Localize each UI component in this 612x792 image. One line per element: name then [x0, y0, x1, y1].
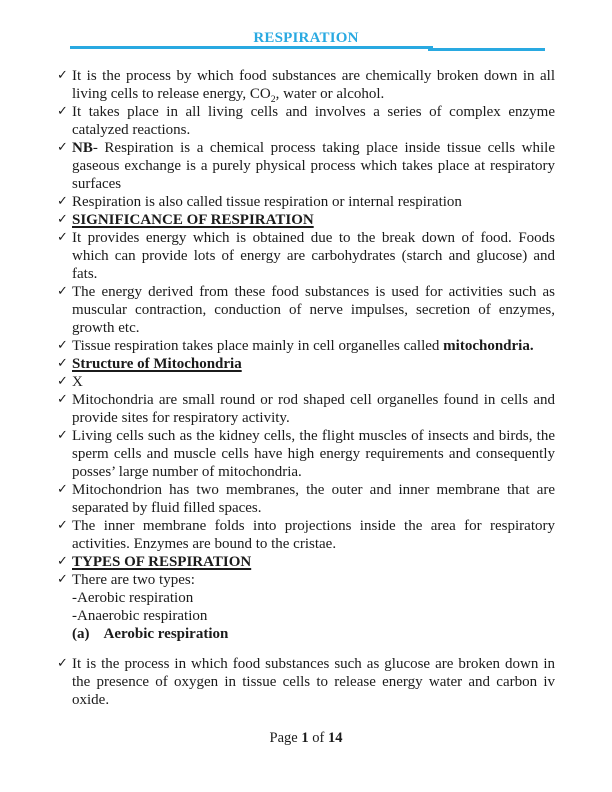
list-item: [57, 283, 555, 337]
title-underline-segment-2: [428, 48, 545, 51]
check-icon: ✓: [57, 284, 68, 299]
check-icon: ✓: [57, 230, 68, 245]
item-text: It is the process in which food substances such as glucose are broken down in the presence of oxygen in tissue cells to release energy water and carbon iv oxide.: [72, 656, 555, 708]
item-text: There are two types:: [72, 572, 195, 588]
check-icon: ✓: [57, 518, 68, 533]
list-item: [57, 517, 555, 553]
section-heading: [57, 355, 555, 373]
check-icon: ✓: [57, 338, 68, 353]
item-text: Mitochondrion has two membranes, the outer and inner membrane that are separated by fluid filled spaces.: [72, 482, 555, 516]
item-text: NB- Respiration is a chemical process taking place inside tissue cells while gaseous exchange is a purely physical process which takes place at respiratory surfaces: [72, 140, 555, 192]
check-icon: ✓: [57, 428, 68, 443]
list-item: [57, 427, 555, 481]
item-text: Living cells such as the kidney cells, the flight muscles of insects and birds, the sperm cells and muscle cells have high energy requirements and consequently posses’ large number of mitochondria.: [72, 428, 555, 480]
list-item: [57, 481, 555, 517]
item-text: -Anaerobic respiration: [72, 608, 208, 624]
check-icon: ✓: [57, 554, 68, 569]
check-icon: ✓: [57, 140, 68, 155]
page-title: RESPIRATION: [253, 30, 359, 46]
list-item: [57, 571, 555, 589]
item-text: Tissue respiration takes place mainly in cell organelles called mitochondria.: [72, 338, 534, 354]
footer-total-pages: 14: [327, 730, 343, 746]
list-item: [57, 589, 555, 607]
item-text: It is the process by which food substances are chemically broken down in all living cells to release energy, $CO_2$, water or alcohol.: [72, 68, 555, 105]
list-item: [57, 229, 555, 283]
check-icon: ✓: [57, 68, 68, 83]
check-icon: ✓: [57, 392, 68, 407]
item-text: TYPES OF RESPIRATION: [72, 554, 252, 570]
item-text: (a) Aerobic respiration: [72, 626, 229, 642]
check-icon: ✓: [57, 482, 68, 497]
list-item: [57, 193, 555, 211]
item-text: It provides energy which is obtained due to the break down of food. Foods which can provide lots of energy are carbohydrates (starch and glucose) and fats.: [72, 230, 555, 282]
item-text: Mitochondria are small round or rod shaped cell organelles found in cells and provide sites for respiratory activity.: [72, 392, 555, 426]
check-icon: ✓: [57, 572, 68, 587]
footer-page-number: 1: [301, 730, 309, 746]
list-item: [57, 103, 555, 139]
list-item: [57, 607, 555, 625]
check-icon: [57, 607, 72, 625]
list-item: [57, 391, 555, 427]
list-item: [57, 67, 555, 103]
item-text: Respiration is also called tissue respiration or internal respiration: [72, 194, 462, 210]
footer-of-label: of: [312, 730, 325, 746]
check-icon: ✓: [57, 374, 68, 389]
title-underline: [70, 46, 433, 49]
check-icon: ✓: [57, 656, 68, 671]
check-icon: ✓: [57, 212, 68, 227]
list-item: [57, 625, 555, 643]
check-icon: [57, 589, 72, 607]
check-icon: ✓: [57, 104, 68, 119]
footer-page-label: Page: [269, 730, 298, 746]
item-text: -Aerobic respiration: [72, 590, 194, 606]
item-text: SIGNIFICANCE OF RESPIRATION: [72, 212, 314, 228]
list-item: [57, 373, 555, 391]
check-icon: ✓: [57, 194, 68, 209]
list-item: [57, 337, 555, 355]
bullet-list: [57, 67, 555, 709]
section-heading: [57, 553, 555, 571]
item-text: It takes place in all living cells and involves a series of complex enzyme catalyzed reactions.: [72, 104, 555, 138]
item-text: Structure of Mitochondria: [72, 356, 242, 372]
list-item: [57, 139, 555, 193]
check-icon: ✓: [57, 356, 68, 371]
item-text: The inner membrane folds into projections inside the area for respiratory activities. Enzymes are bound to the cristae.: [72, 518, 555, 552]
page-header: [0, 0, 612, 52]
item-text: The energy derived from these food substances is used for activities such as muscular contraction, conduction of nerve impulses, secretion of enzymes, growth etc.: [72, 284, 555, 336]
page-footer: [0, 729, 612, 747]
item-text: X: [72, 374, 83, 390]
section-heading: [57, 211, 555, 229]
check-icon: [57, 625, 72, 643]
list-item: [57, 655, 555, 709]
